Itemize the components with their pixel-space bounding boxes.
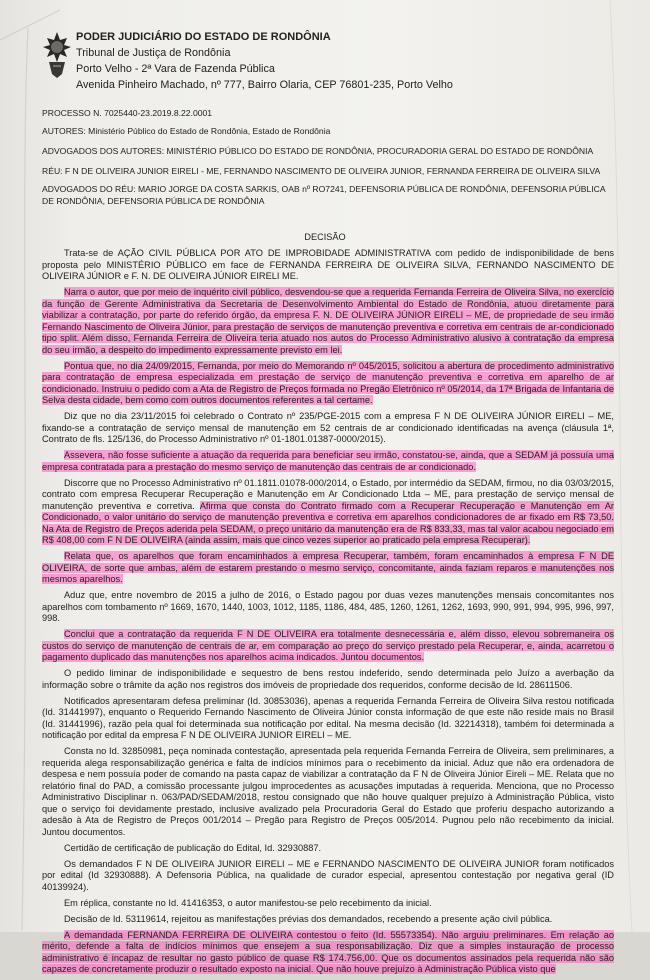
paragraph: Discorre que no Processo Administrativo nº 01.1811.01078-000/2014, o Estado, por intermédio da SEDAM, firmou, no dia 03/03/2015, contrato com empresa Recuperar Recuperação e Manutenção em Ar Condicionado Ltda – ME, para prestação de serviço mensal de manutenção preventiva e corretiva. Afirma que consta do Contrato firmado com a Recuperar Recuperação e Manutenção em Ar Condicionado, o valor unitário do serviço de manutenção preventiva e corretiva em aparelhos condicionadores de ar fixado em R$ 73,50. Na Ata de Registro de Preços aderida pela SEDAM, o preço unitário da manutenção era de R$ 833,33, mas tal valor acabou negociado em R$ 408,00 com F N DE OLIVEIRA (ainda assim, mais que cinco vezes superior ao praticado pela empresa Recuperar).	[42, 477, 614, 545]
case-reu: RÉU: F N DE OLIVEIRA JUNIOR EIRELI - ME, FERNANDO NASCIMENTO DE OLIVEIRA JUNIOR, FERNANDA FERREIRA DE OLIVEIRA SILVA	[42, 166, 601, 176]
court-address: Avenida Pinheiro Machado, nº 777, Bairro Olaria, CEP 76801-235, Porto Velho	[76, 79, 453, 91]
paragraph: Consta no Id. 32850981, peça nominada contestação, apresentada pela requerida Fernanda Ferreira de Oliveira, sem preliminares, a requerida alega responsabilização genérica e falta de indícios mínimos para o recebimento da inicial. Aduz que não era ordenadora de despesa e nem possuía poder de comando na pasta capaz de viabilizar a contratação da F N de Oliveira Júnior Eireli – ME. Relata que no relatório final do PAD, a comissão processante julgou improcedentes as acusações imputadas à requerida. Menciona, que no Processo Administrativo Disciplinar n. 063/PAD/SEDAM/2018, restou consignado que não houve qualquer prejuízo à Administração Pública, visto que o serviço foi devidamente prestado, inclusive avalizado pela Procuradoria Geral do Estado que proferiu despacho autorizando a adesão à Ata de Registro de Preços 001/2014 – Pregão para Registro de Preços 005/2014. Pugnou pelo não recebimento da inicial. Juntou documentos.	[42, 746, 614, 837]
letterhead	[76, 29, 453, 93]
paragraph: Assevera, não fosse suficiente a atuação da requerida para beneficiar seu irmão, constatou-se, ainda, que a SEDAM já possuía uma empresa contratada para a prestação do mesmo serviço de manutenção das centrais de ar condicionado.	[42, 450, 614, 472]
court-name: PODER JUDICIÁRIO DO ESTADO DE RONDÔNIA	[76, 31, 331, 43]
case-advogados-autores: ADVOGADOS DOS AUTORES: MINISTÉRIO PÚBLICO DO ESTADO DE RONDÔNIA, PROCURADORIA GERAL DO ESTADO DE RONDÔNIA	[42, 146, 594, 156]
paragraph: Certidão de certificação de publicação do Edital, Id. 32930887.	[64, 842, 322, 853]
paragraph: Diz que no dia 23/11/2015 foi celebrado o Contrato nº 235/PGE-2015 com a empresa F N DE OLIVEIRA JÚNIOR EIRELI – ME, fixando-se a contratação de serviço mensal de manutenção em 52 centrais de ar condicionado identificadas na avença (cláusula 1ª, Contrato de fls. 125/136, do Processo Administrativo nº 01-1801.01387-0000/2015).	[42, 411, 614, 444]
paragraph: Notificados apresentaram defesa preliminar (Id. 30853036), apenas a requerida Fernanda Ferreira de Oliveira Silva restou notificada (Id. 31441997), enquanto o Requerido Fernando Nascimento de Oliveira Júnior consta informação de que este não reside mais no Brasil (Id. 31441996), razão pela qual foi determinada sua notificação por edital. Na mesma decisão (Id. 32214318), também foi determinada a notificação por edital da empresa F N DE OLIVEIRA JUNIOR EIRELI – ME.	[42, 695, 614, 740]
paragraph: Trata-se de AÇÃO CIVIL PÚBLICA POR ATO DE IMPROBIDADE ADMINISTRATIVA com pedido de indisponibilidade de bens proposta pelo MINISTÉRIO PÚBLICO em face de FERNANDA FERREIRA DE OLIVEIRA SILVA, FERNANDO NASCIMENTO DE OLIVEIRA JÚNIOR e F. N. DE OLIVEIRA JÚNIOR EIRELI ME.	[42, 248, 614, 281]
decision-body	[42, 248, 614, 980]
paragraph: Decisão de Id. 53119614, rejeitou as manifestações prévias dos demandados, recebendo a presente ação civil pública.	[64, 913, 553, 924]
paragraph: Relata que, os aparelhos que foram encaminhados à empresa Recuperar, também, foram encaminhados à empresa F N DE OLIVEIRA, de sorte que ambas, além de estarem prestando o mesmo serviço, concomitante, ainda faziam reparos e manutenções nos mesmos aparelhos.	[42, 551, 614, 584]
paragraph: Aduz que, entre novembro de 2015 a julho de 2016, o Estado pagou por duas vezes manutenções mensais concomitantes nos aparelhos com tombamento nº 1669, 1670, 1440, 1003, 1012, 1185, 1186, 484, 485, 1260, 1261, 1262, 1693, 990, 991, 994, 995, 996, 997, 998.	[42, 590, 614, 623]
paragraph: Narra o autor, que por meio de inquérito civil público, desvendou-se que a requerida Fernanda Ferreira de Oliveira Silva, no exercício da função de Gerente Administrativa da Secretaria de Desenvolvimento Ambiental do Estado de Rondônia, atuou diretamente para viabilizar a contratação, por parte do referido órgão, da empresa F. N. DE OLIVEIRA JÚNIOR EIRELI – ME, de propriedade de seu irmão Fernando Nascimento de Oliveira Júnior, para prestação de serviços de manutenção preventiva e corretiva em centrais de ar-condicionado tipo split. Além disso, Fernanda Ferreira de Oliveira teria atuado nos autos do Processo Administrativo alusivo à contratação da empresa do seu irmão, a despeito do impedimento expressamente previsto em lei.	[42, 287, 614, 355]
paragraph: Pontua que, no dia 24/09/2015, Fernanda, por meio do Memorando nº 045/2015, solicitou a abertura de procedimento administrativo para contratação de empresa especializada em prestação de serviço de manutenção preventiva e corretiva em aparelho de ar condicionado. Instruiu o pedido com a Ata de Registro de Preços formada no Pregão Eletrônico nº 05/2014, da 17ª Brigada de Infantaria de Selva desta cidade, bem como com outros documentos referentes a tal certame.	[42, 360, 614, 405]
paragraph: O pedido liminar de indisponibilidade e sequestro de bens restou indeferido, sendo determinada pelo Juízo a averbação da informação sobre o trâmite da ação nos registros dos imóveis de propriedade dos requeridos, conforme decisão de Id. 28611506.	[42, 668, 614, 690]
tribunal-name: Tribunal de Justiça de Rondônia	[76, 47, 231, 59]
court-crest-icon	[40, 30, 74, 80]
paragraph: A demandada FERNANDA FERREIRA DE OLIVEIRA contestou o feito (Id. 55573354). Não arguiu preliminares. Em relação ao mérito, defende a falta de indícios mínimos que ensejem a sua responsabilização. Diz que a simples instauração de processo administrativo é incapaz de resultar no gasto público de quase R$ 174.756,00. Que os documentos assinados pela requerida não são capazes de concretamente produzir o resultado exposto na inicial. Que não houve prejuízo à Administração Pública visto que	[42, 929, 614, 974]
case-advogados-reu-line2: DE RONDÔNIA, DEFENSORIA PÚBLICA DE RONDÔNIA	[42, 195, 265, 206]
decision-title: DECISÃO	[304, 232, 346, 242]
paragraph: Em réplica, constante no Id. 41416353, o autor manifestou-se pelo recebimento da inicial.	[64, 897, 432, 908]
case-autores: AUTORES: Ministério Público do Estado de Rondônia, Estado de Rondônia	[42, 126, 331, 136]
vara-name: Porto Velho - 2ª Vara de Fazenda Pública	[76, 63, 275, 75]
case-advogados-reu-line1: ADVOGADOS DO RÉU: MARIO JORGE DA COSTA SARKIS, OAB nº RO7241, DEFENSORIA PÚBLICA DE RONDÔNIA, DEFENSORIA PÚBLICA	[42, 184, 606, 194]
paragraph: Os demandados F N DE OLIVEIRA JUNIOR EIRELI – ME e FERNANDO NASCIMENTO DE OLIVEIRA JUNIOR foram notificados por edital (Id 32930888). A Defensoria Pública, na qualidade de curador especial, apresentou contestação por negativa geral (ID 40139924).	[42, 858, 614, 892]
case-advogados-reu	[42, 184, 612, 207]
paragraph: Conclui que a contratação da requerida F N DE OLIVEIRA era totalmente desnecessária e, além disso, elevou sobremaneira os custos do serviço de manutenção de centrais de ar, em comparação ao preço do serviço prestado pela Recuperar, e, ainda, acarretou o pagamento duplicado das manutenções nos aparelhos acima indicados. Juntou documentos.	[42, 629, 614, 662]
case-number: PROCESSO N. 7025440-23.2019.8.22.0001	[42, 108, 213, 118]
